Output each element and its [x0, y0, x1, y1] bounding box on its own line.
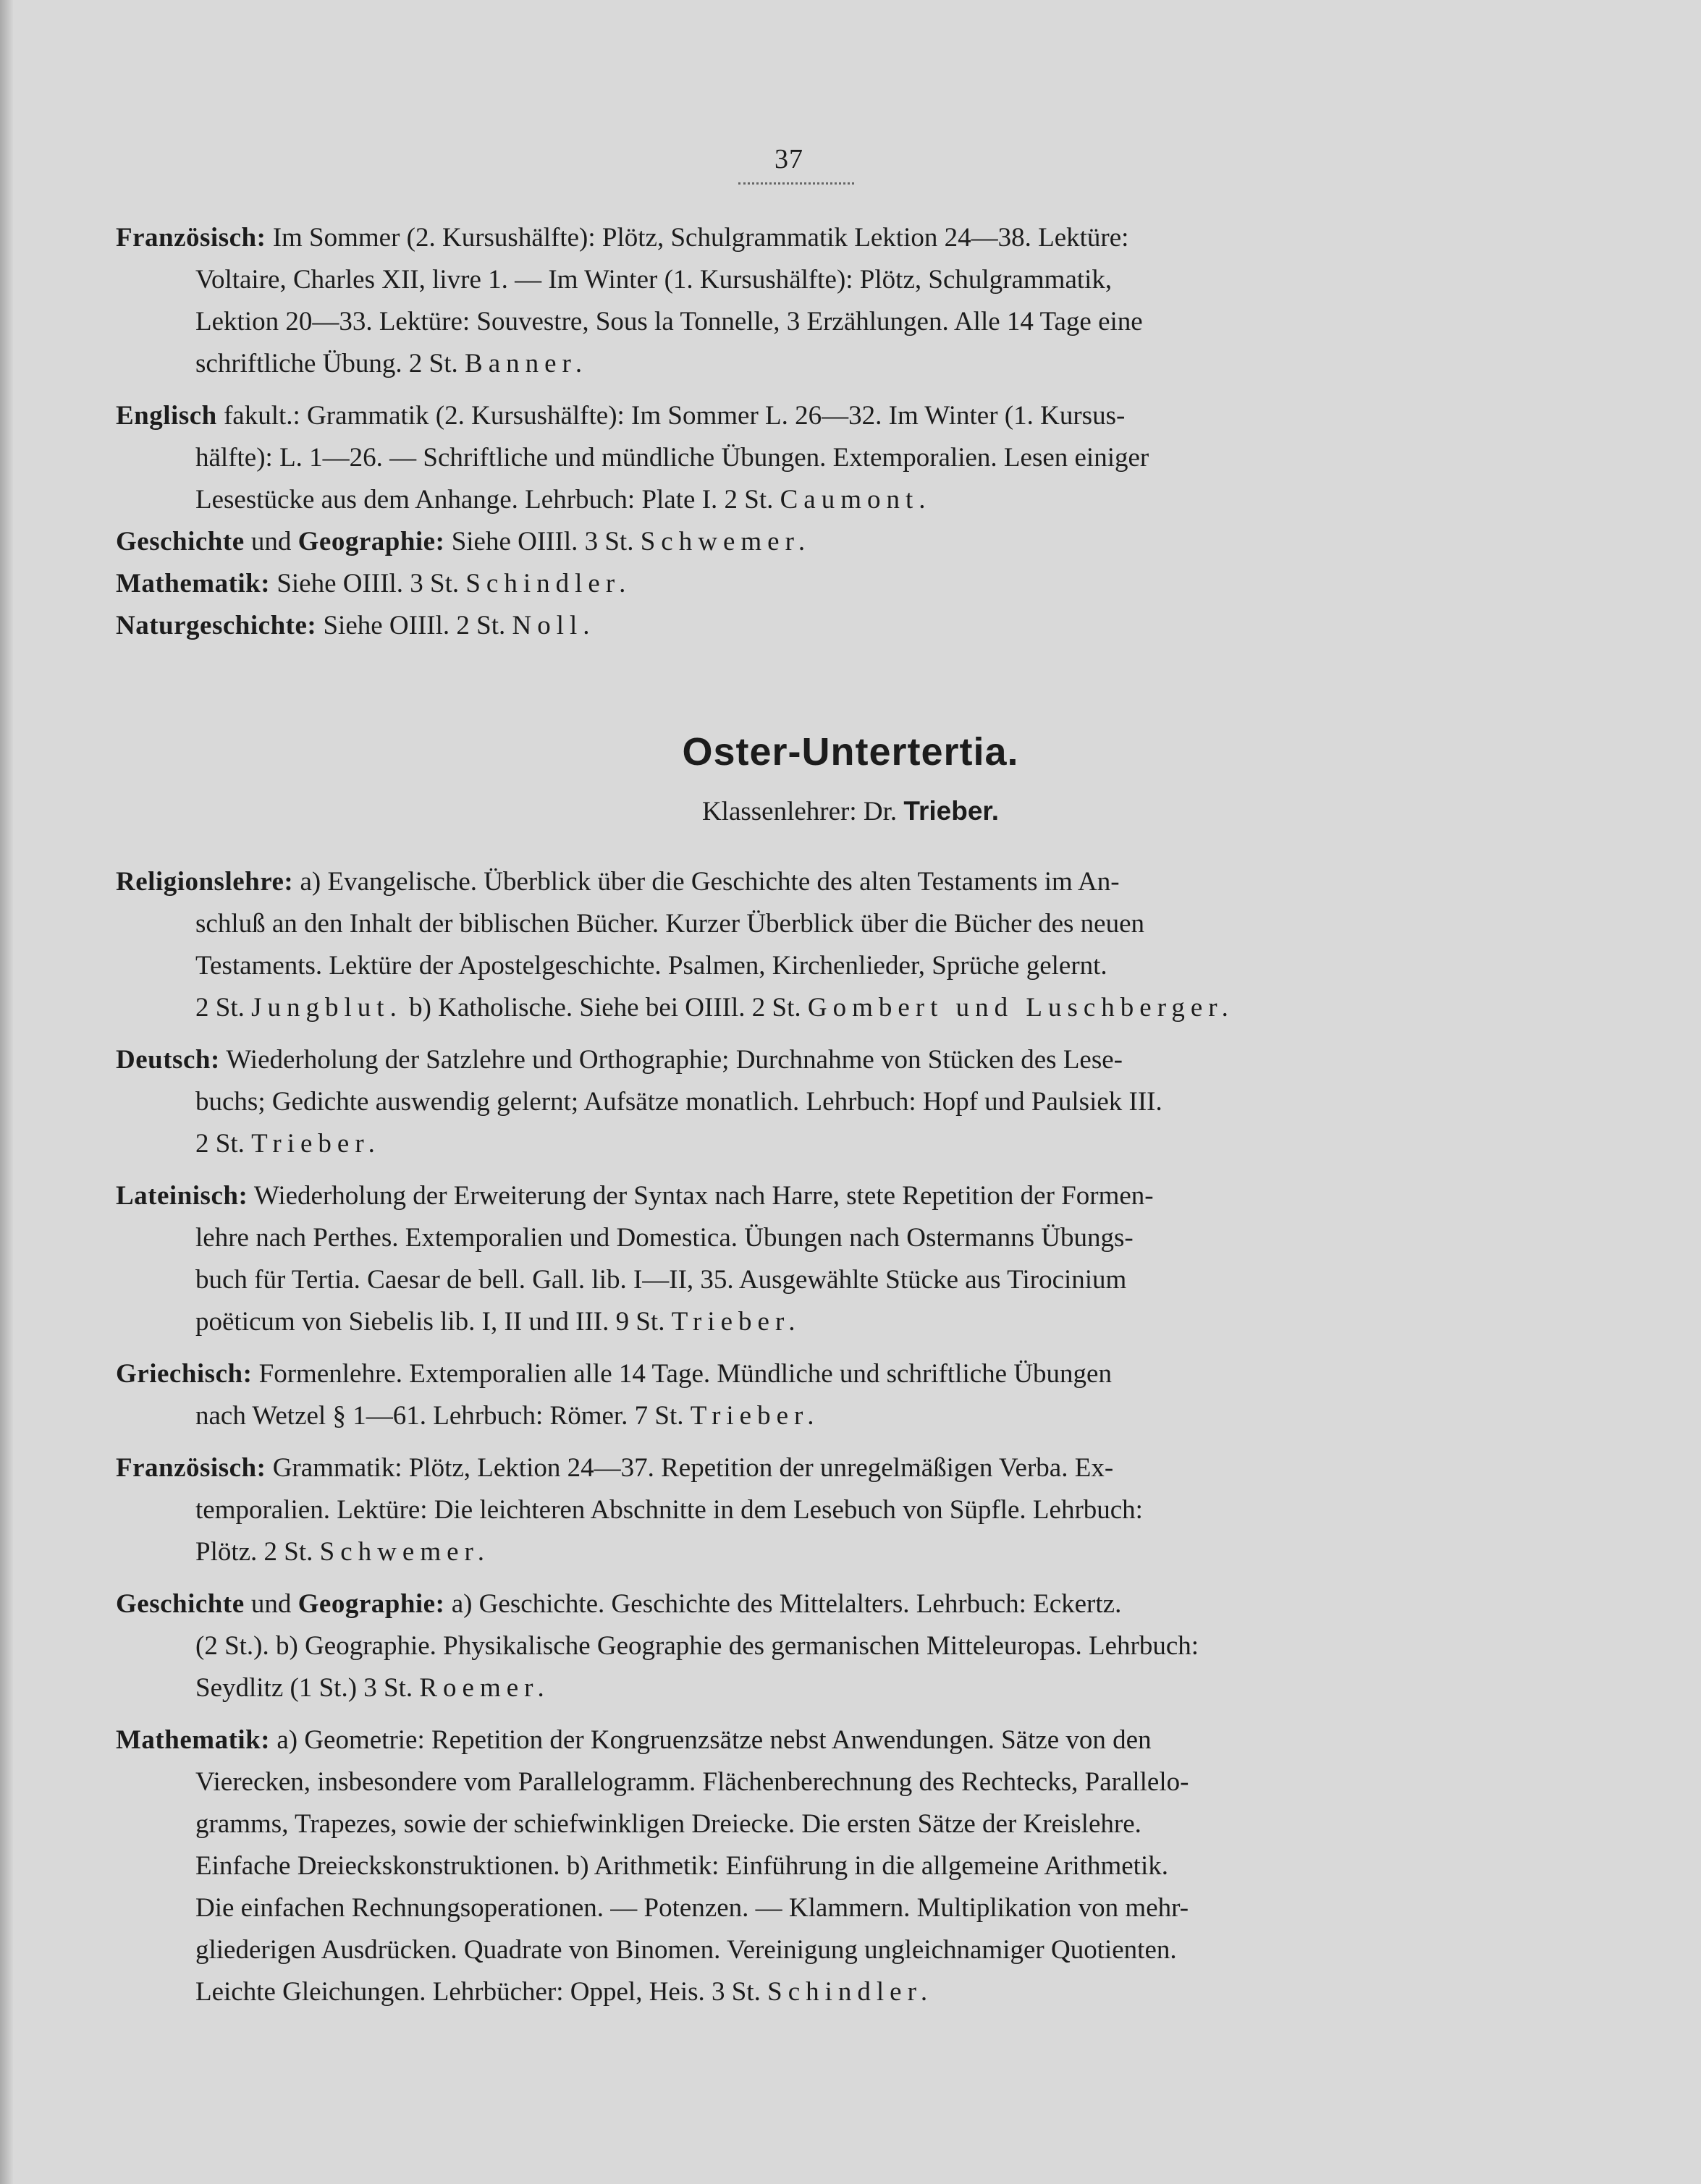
entry-line: 2 St.: [195, 993, 245, 1023]
entry-line: Seydlitz (1 St.) 3 St.: [195, 1673, 413, 1703]
entry-line: hälfte): L. 1—26. — Schriftliche und mündliche Übungen. Extemporalien. Lesen einiger: [195, 443, 1149, 473]
class-teacher-line: [0, 796, 1701, 827]
class-teacher-name: Trieber.: [903, 796, 1000, 826]
subject-label: Griechisch:: [116, 1359, 253, 1389]
entry-line: a) Evangelische. Überblick über die Geschichte des alten Testaments im An-: [300, 867, 1120, 897]
subject-label: Naturgeschichte:: [116, 611, 317, 640]
section-previous-class: [116, 217, 1498, 647]
entry-line: 2 St.: [195, 1129, 245, 1159]
entry-line: poëticum von Siebelis lib. I, II und III. 9 St.: [195, 1307, 665, 1337]
section-oster-untertertia: [116, 861, 1498, 2013]
entry-line: Wiederholung der Satzlehre und Orthographie; Durchnahme von Stücken des Lese-: [226, 1045, 1123, 1075]
entry-line: Vierecken, insbesondere vom Parallelogramm. Flächenberechnung des Rechtecks, Parallelo-: [195, 1767, 1189, 1797]
teacher-name: Noll.: [512, 611, 596, 640]
subject-label: Deutsch:: [116, 1045, 220, 1075]
entry-line-last: [116, 1123, 1498, 1165]
entry-line: schriftliche Übung. 2 St.: [195, 349, 458, 378]
entry-line: Plötz. 2 St.: [195, 1537, 313, 1567]
page-number: 37: [774, 144, 803, 174]
subject-label: Geographie:: [297, 1589, 445, 1619]
entry-line-last: [116, 1395, 1498, 1437]
teacher-name: Trieber.: [671, 1307, 801, 1337]
entry-franzoesisch: [116, 1447, 1498, 1489]
entry-mathematik: [116, 1719, 1498, 1761]
entry-line: temporalien. Lektüre: Die leichteren Abschnitte in dem Lesebuch von Süpfle. Lehrbuch:: [195, 1495, 1143, 1525]
entry-line-last: [116, 987, 1498, 1029]
entry-line: Einfache Dreieckskonstruktionen. b) Arithmetik: Einführung in die allgemeine Arithmetik.: [195, 1851, 1168, 1881]
page-edge-shadow: [0, 0, 13, 2184]
entry-geschichte-geographie: [116, 1583, 1498, 1625]
entry-line: Formenlehre. Extemporalien alle 14 Tage. Mündliche und schriftliche Übungen: [258, 1359, 1112, 1389]
subject-label: Englisch: [116, 401, 217, 431]
entry-mathematik: [116, 563, 1498, 605]
entry-line: b) Katholische. Siehe bei OIIIl. 2 St.: [409, 993, 801, 1023]
entry-line: a) Geschichte. Geschichte des Mittelalters. Lehrbuch: Eckertz.: [451, 1589, 1122, 1619]
teacher-name: Schwemer.: [640, 527, 811, 556]
teacher-name: Trieber.: [690, 1401, 820, 1431]
entry-line-last: [116, 343, 1498, 385]
entry-naturgeschichte: [116, 605, 1498, 647]
entry-line-last: [116, 479, 1498, 521]
entry-line-last: [116, 1531, 1498, 1573]
entry-englisch: [116, 395, 1498, 437]
entry-line-last: [116, 1667, 1498, 1709]
entry-line: gliederigen Ausdrücken. Quadrate von Binomen. Vereinigung ungleichnamiger Quotienten.: [195, 1935, 1177, 1965]
entry-line: buch für Tertia. Caesar de bell. Gall. lib. I—II, 35. Ausgewählte Stücke aus Tirocinium: [195, 1265, 1127, 1295]
subject-label: Geschichte: [116, 1589, 245, 1619]
entry-line: (2 St.). b) Geographie. Physikalische Geographie des germanischen Mitteleuropas. Lehrbuch:: [195, 1631, 1199, 1661]
subject-label: Geschichte: [116, 527, 245, 556]
entry-line: nach Wetzel § 1—61. Lehrbuch: Römer. 7 St.: [195, 1401, 684, 1431]
entry-line: lehre nach Perthes. Extemporalien und Domestica. Übungen nach Ostermanns Übungs-: [195, 1223, 1134, 1253]
entry-line: Wiederholung der Erweiterung der Syntax nach Harre, stete Repetition der Formen-: [253, 1181, 1154, 1211]
subject-label: Französisch:: [116, 1453, 266, 1483]
teacher-name: Banner.: [465, 349, 588, 378]
entry-griechisch: [116, 1353, 1498, 1395]
entry-line: a) Geometrie: Repetition der Kongruenzsätze nebst Anwendungen. Sätze von den: [277, 1725, 1152, 1755]
subject-label: Geographie:: [297, 527, 445, 556]
connector-text: und: [250, 1589, 292, 1619]
entry-line: Leichte Gleichungen. Lehrbücher: Oppel, Heis. 3 St.: [195, 1977, 761, 2007]
entry-line: Lesestücke aus dem Anhange. Lehrbuch: Plate I. 2 St.: [195, 485, 774, 515]
teacher-name: Roemer.: [419, 1673, 550, 1703]
entry-line: Testaments. Lektüre der Apostelgeschichte. Psalmen, Kirchenlieder, Sprüche gelernt.: [195, 951, 1107, 981]
teacher-name: Gombert und Luschberger.: [807, 993, 1234, 1023]
entry-line: Im Sommer (2. Kursushälfte): Plötz, Schulgrammatik Lektion 24—38. Lektüre:: [272, 223, 1129, 253]
teacher-name: Trieber.: [251, 1129, 381, 1159]
entry-line: Die einfachen Rechnungsoperationen. — Potenzen. — Klammern. Multiplikation von mehr-: [195, 1893, 1189, 1923]
teacher-name: Schwemer.: [319, 1537, 491, 1567]
entry-line: Grammatik: Plötz, Lektion 24—37. Repetition der unregelmäßigen Verba. Ex-: [272, 1453, 1114, 1483]
subject-label: Religionslehre:: [116, 867, 294, 897]
class-teacher-label: Klassenlehrer: Dr.: [701, 797, 898, 826]
subject-label: Lateinisch:: [116, 1181, 248, 1211]
entry-religionslehre: [116, 861, 1498, 903]
entry-line: Siehe OIIIl. 2 St.: [323, 611, 506, 640]
entry-lateinisch: [116, 1175, 1498, 1217]
teacher-name: Jungblut.: [251, 993, 402, 1023]
entry-line: buchs; Gedichte auswendig gelernt; Aufsätze monatlich. Lehrbuch: Hopf und Paulsiek III.: [195, 1087, 1162, 1117]
entry-line: gramms, Trapezes, sowie der schiefwinkligen Dreiecke. Die ersten Sätze der Kreislehre.: [195, 1809, 1141, 1839]
teacher-name: Caumont.: [780, 485, 932, 515]
entry-line: fakult.: Grammatik (2. Kursushälfte): Im Sommer L. 26—32. Im Winter (1. Kursus-: [223, 401, 1126, 431]
entry-line: Siehe OIIIl. 3 St.: [277, 569, 460, 598]
entry-line: schluß an den Inhalt der biblischen Bücher. Kurzer Überblick über die Bücher des neuen: [195, 909, 1144, 939]
entry-line: Lektion 20—33. Lektüre: Souvestre, Sous la Tonnelle, 3 Erzählungen. Alle 14 Tage eine: [195, 307, 1143, 337]
entry-line: Siehe OIIIl. 3 St.: [451, 527, 634, 556]
teacher-name: Schindler.: [465, 569, 632, 598]
subject-label: Mathematik:: [116, 569, 271, 598]
entry-franzoesisch: [116, 217, 1498, 259]
entry-line: Voltaire, Charles XII, livre 1. — Im Winter (1. Kursushälfte): Plötz, Schulgrammatik,: [195, 265, 1113, 295]
subject-label: Mathematik:: [116, 1725, 271, 1755]
teacher-name: Schindler.: [767, 1977, 934, 2007]
entry-geschichte-geographie: [116, 521, 1498, 563]
entry-deutsch: [116, 1039, 1498, 1081]
entry-line-last: [116, 1301, 1498, 1343]
class-heading: Oster-Untertertia.: [682, 730, 1019, 774]
page-number-rule: [738, 182, 854, 185]
entry-line-last: [116, 1971, 1498, 2013]
subject-label: Französisch:: [116, 223, 266, 253]
connector-text: und: [250, 527, 292, 556]
